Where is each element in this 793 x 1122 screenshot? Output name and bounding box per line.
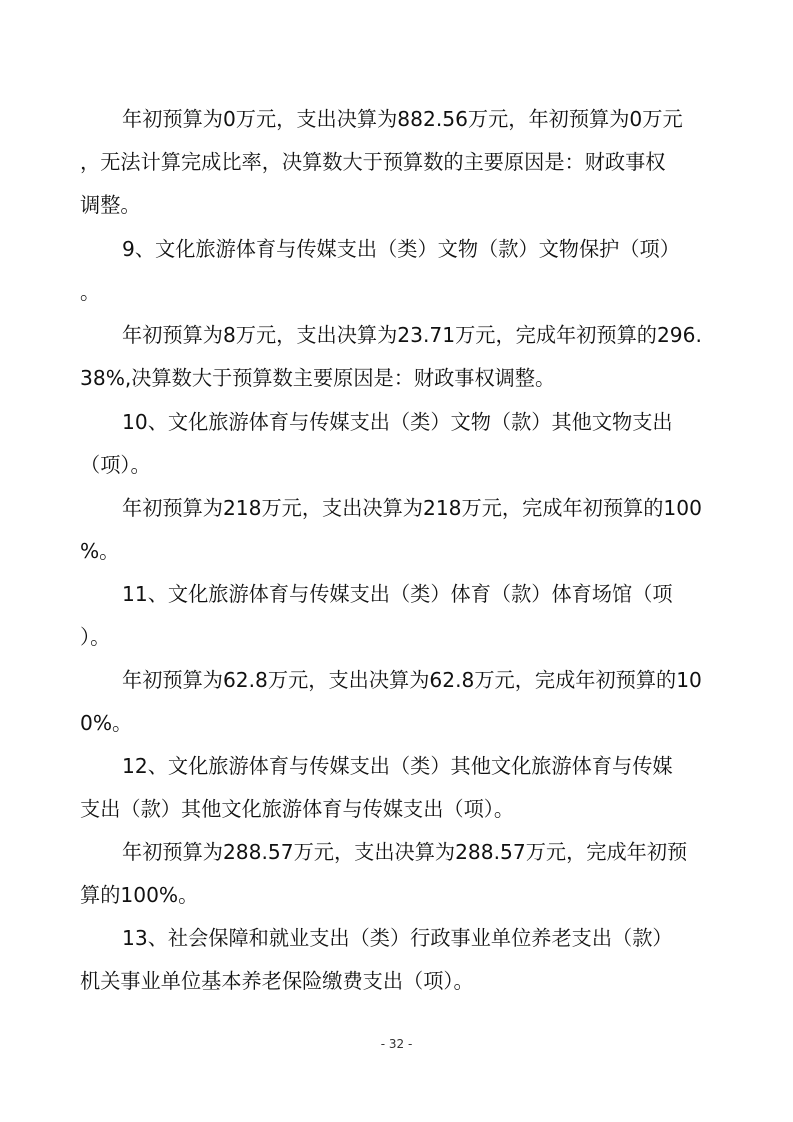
page-number: - 32 -: [380, 1037, 413, 1051]
text-line-19: 算的100%。: [80, 883, 199, 907]
text-line-2: ，无法计算完成比率，决算数大于预算数的主要原因是：财政事权: [80, 150, 666, 174]
item-10-heading: 10、文化旅游体育与传媒支出（类）文物（款）其他文物支出: [122, 410, 673, 434]
text-line-1: 年初预算为0万元，支出决算为882.56万元，年初预算为0万元: [122, 107, 683, 131]
text-line-17: 支出（款）其他文化旅游体育与传媒支出（项）。: [80, 797, 515, 821]
text-line-13: ）。: [80, 625, 111, 649]
text-line-10: 年初预算为218万元，支出决算为218万元，完成年初预算的100: [122, 496, 702, 520]
text-line-21: 机关事业单位基本养老保险缴费支出（项）。: [80, 969, 474, 993]
text-line-5: 。: [80, 280, 101, 304]
text-line-6: 年初预算为8万元，支出决算为23.71万元，完成年初预算的296.: [122, 323, 702, 347]
item-9-heading: 9、文化旅游体育与传媒支出（类）文物（款）文物保护（项）: [122, 237, 680, 261]
item-13-heading: 13、社会保障和就业支出（类）行政事业单位养老支出（款）: [122, 926, 673, 950]
text-line-3: 调整。: [80, 193, 141, 217]
text-line-15: 0%。: [80, 711, 133, 735]
text-line-9: （项）。: [80, 453, 151, 477]
item-11-heading: 11、文化旅游体育与传媒支出（类）体育（款）体育场馆（项: [122, 582, 673, 606]
item-12-heading: 12、文化旅游体育与传媒支出（类）其他文化旅游体育与传媒: [122, 754, 673, 778]
text-line-7: 38%,决算数大于预算数主要原因是：财政事权调整。: [80, 366, 556, 390]
text-line-11: %。: [80, 539, 120, 563]
text-line-14: 年初预算为62.8万元，支出决算为62.8万元，完成年初预算的10: [122, 668, 702, 692]
text-line-18: 年初预算为288.57万元，支出决算为288.57万元，完成年初预: [122, 840, 688, 864]
